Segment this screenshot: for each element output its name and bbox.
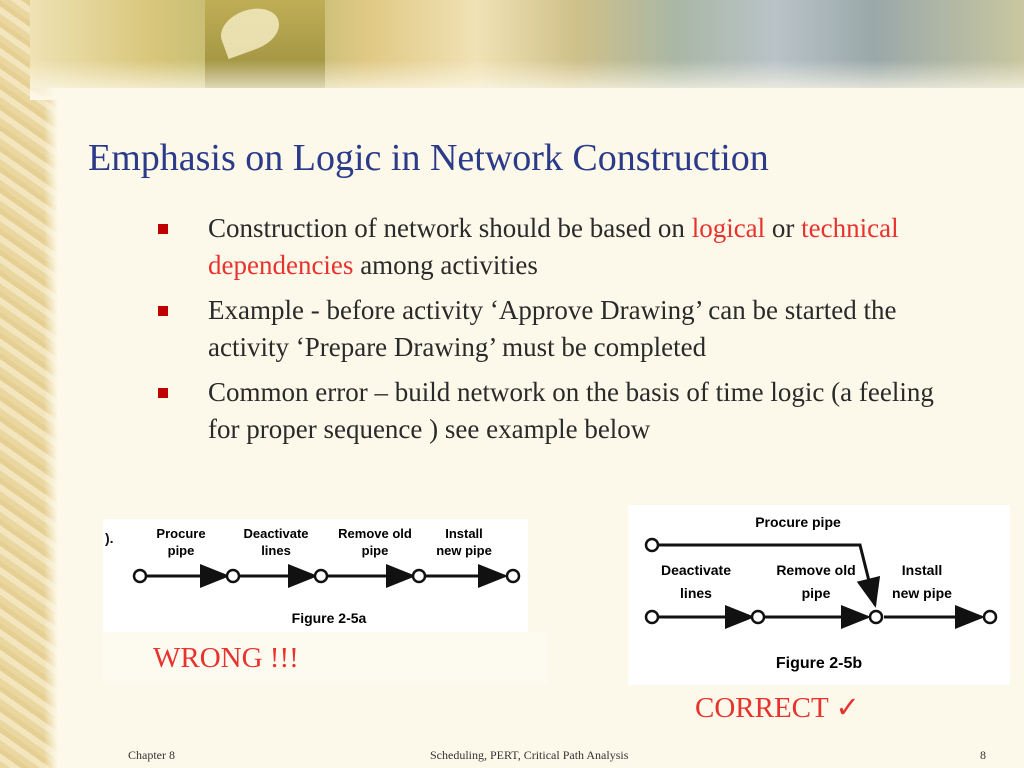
figure-b-label: Install	[901, 562, 943, 578]
figure-2-5b	[628, 505, 1010, 685]
wrong-label: WRONG !!!	[153, 642, 299, 674]
correct-text: CORRECT	[695, 692, 829, 724]
figure-2-5a	[103, 519, 528, 632]
square-bullet-icon	[158, 306, 168, 316]
figure-a-node-3	[315, 570, 327, 582]
figure-a-label: new pipe	[436, 543, 492, 558]
figure-a-node-2	[227, 570, 239, 582]
footer-title: Scheduling, PERT, Critical Path Analysis	[430, 748, 629, 762]
figure-a-label: lines	[261, 543, 291, 558]
figure-a-node-5	[507, 570, 519, 582]
bullet-2-text: Example - before activity ‘Approve Drawing’ can be started the activity ‘Prepare Drawing’ must be completed	[208, 295, 897, 362]
bullet-item-2	[158, 292, 958, 366]
figure-b-top-label: Procure pipe	[755, 514, 841, 530]
figure-a-label: pipe	[167, 543, 195, 558]
bullet-1-text-pre: Construction of network should be based on	[208, 213, 692, 243]
figure-b-label: Deactivate	[660, 562, 732, 578]
figure-b-node-start	[646, 611, 658, 623]
bullet-item-3	[158, 374, 958, 448]
bullet-item-1	[158, 210, 958, 284]
bullet-1-highlight-logical: logical	[691, 213, 766, 243]
figure-2-5a-diagram	[103, 519, 528, 632]
figure-a-node-1	[134, 570, 146, 582]
figure-b-label: new pipe	[892, 585, 952, 601]
figure-a-label: pipe	[361, 543, 389, 558]
footer-chapter: Chapter 8	[128, 748, 175, 762]
figure-a-label: Deactivate	[243, 526, 309, 541]
bullet-3-text: Common error – build network on the basis of time logic (a feeling for proper sequence ) see example below	[208, 377, 934, 444]
figure-b-label: Remove old	[776, 562, 856, 578]
figure-b-node-start-top	[646, 539, 658, 551]
figure-a-label: Remove old	[338, 526, 412, 541]
figure-b-label: lines	[680, 585, 712, 601]
figure-a-fragment: ).	[105, 530, 114, 546]
figure-a-label: Install	[445, 526, 483, 541]
correct-label	[695, 690, 860, 725]
slide-title: Emphasis on Logic in Network Construction	[88, 137, 769, 179]
banner-fade	[30, 60, 1024, 100]
figure-b-node-2	[752, 611, 764, 623]
footer-page-number: 8	[980, 748, 986, 762]
figure-a-node-4	[413, 570, 425, 582]
figure-b-node-end	[984, 611, 996, 623]
decorative-left-strip	[0, 0, 58, 768]
figure-a-caption: Figure 2-5a	[291, 610, 367, 626]
bullet-1-text-post: among activities	[353, 250, 538, 280]
bullet-1-highlight-technical: technical dependencies	[208, 213, 899, 280]
square-bullet-icon	[158, 224, 168, 234]
figure-b-caption: Figure 2-5b	[775, 655, 863, 672]
figure-2-5b-diagram	[628, 505, 1010, 685]
check-icon: ✓	[835, 692, 860, 724]
square-bullet-icon	[158, 388, 168, 398]
bullet-list	[158, 210, 958, 456]
figure-b-node-3	[870, 611, 882, 623]
bullet-1-text-mid: or	[765, 213, 802, 243]
figure-b-label: pipe	[801, 585, 831, 601]
figure-a-label: Procure	[156, 526, 206, 541]
